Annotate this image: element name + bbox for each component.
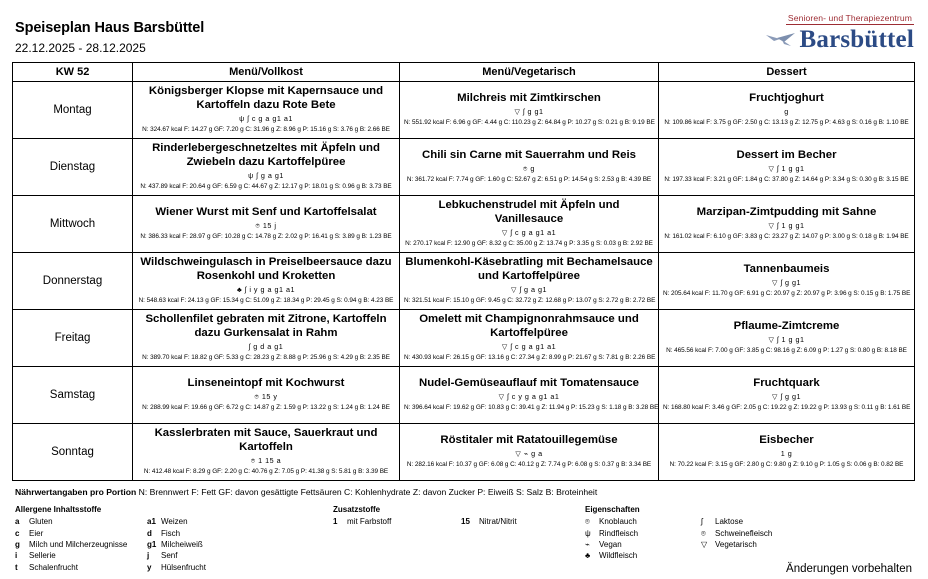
table-row — [13, 367, 915, 424]
meal-name: Rinderlebergeschnetzeltes mit Äpfeln und Zwiebeln dazu Kartoffelpüree — [152, 142, 380, 169]
logo-subtitle: Senioren- und Therapiezentrum — [787, 13, 912, 23]
table-row — [13, 253, 915, 310]
meal-name: Schollenfilet gebraten mit Zitrone, Kartoffeln dazu Gurkensalat in Rahm — [145, 313, 387, 340]
meal-allergen-codes: ⌾ 15 j — [255, 221, 277, 231]
meal-cell-dessert — [659, 367, 915, 424]
meal-cell-vollkost — [133, 196, 400, 253]
meal-allergen-codes: ▽ ʃ c y g a g1 a1 — [498, 392, 560, 402]
legend-columns — [15, 505, 916, 573]
legend-item-label: Vegetarisch — [715, 539, 757, 549]
legend-item — [585, 550, 701, 561]
legend-allergene-col1 — [15, 505, 147, 573]
nutrition-legend-title: Nährwertangaben pro Portion — [15, 487, 137, 497]
meal-nutrition-values: N: 437.89 kcal F: 20.64 g GF: 6.59 g C: 44.67 g Z: 12.17 g P: 18.01 g S: 0.96 g B: 3.73 BE — [140, 182, 392, 190]
eigenschaften-list-1 — [585, 516, 701, 561]
table-row — [13, 82, 915, 139]
meal-allergen-codes: g — [784, 107, 789, 117]
meal-nutrition-values: N: 161.02 kcal F: 6.10 g GF: 3.83 g C: 23.27 g Z: 14.07 g P: 3.00 g S: 0.18 g B: 1.94 BE — [664, 232, 909, 240]
legend-item — [461, 516, 585, 527]
menu-table-body — [13, 82, 915, 481]
meal-nutrition-values: N: 197.33 kcal F: 3.21 g GF: 1.84 g C: 37.80 g Z: 14.64 g P: 3.34 g S: 0.30 g B: 3.15 BE — [664, 175, 909, 183]
meal-name: Pflaume-Zimtcreme — [733, 320, 840, 333]
meal-allergen-codes: ⌾ g — [523, 164, 535, 174]
meal-cell-vollkost — [133, 253, 400, 310]
menu-table — [12, 62, 915, 481]
legend-item-label: Eier — [29, 528, 44, 538]
legend-item — [15, 516, 147, 527]
legend-item-key: t — [15, 562, 18, 572]
meal-allergen-codes: ▽ ⌁ g a — [515, 449, 543, 459]
meal-name: Wiener Wurst mit Senf und Kartoffelsalat — [155, 206, 377, 219]
meal-nutrition-values: N: 168.80 kcal F: 3.46 g GF: 2.05 g C: 19.22 g Z: 19.22 g P: 13.93 g S: 0.11 g B: 1.61 BE — [663, 403, 911, 411]
table-row — [13, 139, 915, 196]
meal-cell-vegetarisch — [400, 424, 659, 481]
meal-name: Omelett mit Champignonrahmsauce und Kartoffelpüree — [419, 313, 639, 340]
column-header-vegetarisch: Menü/Vegetarisch — [400, 63, 659, 82]
legend-item-label: Schalenfrucht — [29, 562, 78, 572]
day-label: Mittwoch — [13, 196, 133, 253]
nutrition-legend — [15, 487, 916, 498]
meal-nutrition-values: N: 321.51 kcal F: 15.10 g GF: 9.45 g C: 32.72 g Z: 12.68 g P: 13.07 g S: 2.72 g B: 2.72 BE — [404, 296, 656, 304]
legend-item-key: g — [15, 539, 20, 549]
legend-item-key: j — [147, 551, 150, 561]
legend-item-key: 1 — [333, 517, 338, 527]
date-range: 22.12.2025 - 28.12.2025 — [15, 41, 146, 55]
legend-item-key: d — [147, 528, 152, 538]
legend-item-key: a — [15, 517, 20, 527]
legend-title-eigenschaften: Eigenschaften — [585, 505, 640, 515]
meal-allergen-codes: ψ ʃ c g a g1 a1 — [239, 114, 293, 124]
day-label: Donnerstag — [13, 253, 133, 310]
legend-item-label: Senf — [161, 551, 178, 561]
meal-allergen-codes: ▽ ʃ g g1 — [514, 107, 544, 117]
logo-wordmark — [764, 27, 915, 52]
allergene-list-1 — [15, 516, 147, 573]
legend-item — [147, 528, 333, 539]
meal-nutrition-values: N: 465.56 kcal F: 7.00 g GF: 3.85 g C: 98.16 g Z: 6.09 g P: 1.27 g S: 0.80 g B: 8.18 BE — [666, 346, 907, 354]
legend-item-key: ⌾ — [585, 517, 590, 527]
meal-name: Marzipan-Zimtpudding mit Sahne — [696, 206, 877, 219]
legend-item — [585, 528, 701, 539]
meal-name: Chili sin Carne mit Sauerrahm und Reis — [422, 149, 636, 162]
meal-name: Linseneintopf mit Kochwurst — [187, 377, 345, 390]
legend-item — [15, 562, 147, 573]
meal-nutrition-values: N: 412.48 kcal F: 8.29 g GF: 2.20 g C: 40.76 g Z: 7.05 g P: 41.38 g S: 5.81 g B: 3.39 BE — [143, 467, 389, 475]
legend-allergene-col2 — [147, 505, 333, 573]
legend-eigenschaften-col1 — [585, 505, 701, 573]
company-logo — [764, 8, 915, 52]
meal-name: Röstitaler mit Ratatouillegemüse — [440, 434, 618, 447]
meal-nutrition-values: N: 282.16 kcal F: 10.37 g GF: 6.08 g C: 40.12 g Z: 7.74 g P: 6.08 g S: 0.37 g B: 3.34 BE — [406, 460, 652, 468]
legend-item-label: Rindfleisch — [599, 528, 639, 538]
page-header — [12, 0, 916, 62]
meal-cell-dessert — [659, 196, 915, 253]
day-label: Dienstag — [13, 139, 133, 196]
legend-item — [147, 516, 333, 527]
meal-name: Fruchtquark — [753, 377, 820, 390]
legend-item-label: Gluten — [29, 517, 53, 527]
legend-item — [585, 516, 701, 527]
meal-allergen-codes: ▽ ʃ g a g1 — [510, 285, 548, 295]
meal-nutrition-values: N: 324.67 kcal F: 14.27 g GF: 7.20 g C: 31.96 g Z: 8.96 g P: 15.16 g S: 3.76 g B: 2.66 BE — [142, 125, 390, 133]
meal-cell-dessert — [659, 82, 915, 139]
meal-name: Eisbecher — [759, 434, 814, 447]
legend-item-label: Schweinefleisch — [715, 528, 773, 538]
meal-allergen-codes: ψ ʃ g a g1 — [248, 171, 284, 181]
day-label: Samstag — [13, 367, 133, 424]
meal-nutrition-values: N: 270.17 kcal F: 12.90 g GF: 8.32 g C: 35.00 g Z: 13.74 g P: 3.35 g S: 0.03 g B: 2.92 BE — [405, 239, 653, 247]
legend-item-key: ʃ — [701, 517, 703, 527]
meal-nutrition-values: N: 288.99 kcal F: 19.66 g GF: 6.72 g C: 14.87 g Z: 1.59 g P: 13.22 g S: 1.24 g B: 1.24 BE — [142, 403, 390, 411]
column-header-vollkost: Menü/Vollkost — [133, 63, 400, 82]
meal-allergen-codes: ▽ ʃ g g1 — [771, 278, 802, 288]
meal-allergen-codes: ⌾ 1 15 a — [250, 456, 282, 466]
meal-cell-dessert — [659, 310, 915, 367]
meal-nutrition-values: N: 548.63 kcal F: 24.13 g GF: 15.34 g C: 51.09 g Z: 18.34 g P: 29.45 g S: 0.94 g B: 4.23 BE — [138, 296, 394, 304]
day-label: Montag — [13, 82, 133, 139]
meal-allergen-codes: ʃ g d a g1 — [248, 342, 284, 352]
meal-cell-dessert — [659, 424, 915, 481]
legend-zusatz-col1 — [333, 505, 461, 573]
meal-cell-vollkost — [133, 424, 400, 481]
zusatzstoffe-list-2 — [461, 516, 585, 527]
legend-item-label: Vegan — [599, 539, 622, 549]
table-row — [13, 310, 915, 367]
meal-cell-vollkost — [133, 367, 400, 424]
legend-item-label: Laktose — [715, 517, 744, 527]
legend-item — [701, 516, 821, 527]
table-header-row — [13, 63, 915, 82]
legend-item — [147, 562, 333, 573]
meal-cell-vollkost — [133, 310, 400, 367]
legend-title-allergene: Allergene Inhaltsstoffe — [15, 505, 102, 515]
eigenschaften-list-2 — [701, 516, 821, 550]
zusatzstoffe-list-1 — [333, 516, 461, 527]
legend-item-key: i — [15, 551, 18, 561]
legend-item — [147, 539, 333, 550]
legend-item-label: Milch und Milcherzeugnisse — [29, 539, 128, 549]
legend-item-label: Nitrat/Nitrit — [479, 517, 517, 527]
legend-item-label: Sellerie — [29, 551, 56, 561]
meal-cell-vegetarisch — [400, 139, 659, 196]
meal-name: Dessert im Becher — [736, 149, 837, 162]
legend-item-label: Fisch — [161, 528, 181, 538]
legend-item-key: ⌁ — [585, 539, 590, 549]
legend-zusatz-col2 — [461, 505, 585, 573]
allergene-list-2 — [147, 516, 333, 573]
meal-cell-dessert — [659, 139, 915, 196]
legend-item-label: Milcheiweiß — [161, 539, 203, 549]
meal-nutrition-values: N: 430.93 kcal F: 26.15 g GF: 13.16 g C: 27.34 g Z: 8.99 g P: 21.67 g S: 7.81 g B: 2.26 BE — [404, 353, 656, 361]
legend-item — [147, 550, 333, 561]
meal-nutrition-values: N: 205.64 kcal F: 11.70 g GF: 6.91 g C: 20.97 g Z: 20.97 g P: 3.96 g S: 0.15 g B: 1.75 BE — [663, 289, 911, 297]
meal-cell-vegetarisch — [400, 82, 659, 139]
meal-nutrition-values: N: 389.70 kcal F: 18.82 g GF: 5.33 g C: 28.23 g Z: 8.88 g P: 25.96 g S: 4.29 g B: 2.35 BE — [142, 353, 390, 361]
meal-allergen-codes: 1 g — [780, 449, 793, 459]
meal-nutrition-values: N: 70.22 kcal F: 3.15 g GF: 2.80 g C: 9.80 g Z: 9.10 g P: 1.05 g S: 0.06 g B: 0.82 BE — [669, 460, 904, 468]
meal-name: Wildschweingulasch in Preiselbeersauce dazu Rosenkohl und Kroketten — [140, 256, 392, 283]
legend-item-key: ψ — [585, 528, 591, 538]
legend-item-label: Weizen — [161, 517, 188, 527]
swallow-bird-icon — [764, 29, 798, 51]
legend-item-key: ♣ — [585, 551, 591, 561]
meal-cell-vegetarisch — [400, 367, 659, 424]
legend-item-label: mit Farbstoff — [347, 517, 392, 527]
meal-nutrition-values: N: 386.33 kcal F: 28.97 g GF: 10.28 g C: 14.78 g Z: 2.02 g P: 16.41 g S: 3.89 g B: 1.23 BE — [140, 232, 392, 240]
meal-cell-dessert — [659, 253, 915, 310]
meal-allergen-codes: ▽ ʃ 1 g g1 — [768, 221, 805, 231]
legend-item-key: a1 — [147, 517, 156, 527]
legend-item-label: Knoblauch — [599, 517, 637, 527]
legend-item-key: c — [15, 528, 20, 538]
legend-item — [15, 550, 147, 561]
legend-item — [701, 528, 821, 539]
legend-item — [701, 539, 821, 550]
meal-cell-vegetarisch — [400, 253, 659, 310]
meal-allergen-codes: ♣ ʃ i y g a g1 a1 — [237, 285, 295, 295]
meal-allergen-codes: ▽ ʃ c g a g1 a1 — [501, 228, 557, 238]
legend-item-label: Wildfleisch — [599, 551, 638, 561]
meal-name: Nudel-Gemüseauflauf mit Tomatensauce — [418, 377, 640, 390]
meal-name: Fruchtjoghurt — [749, 92, 824, 105]
meal-allergen-codes: ▽ ʃ 1 g g1 — [768, 164, 805, 174]
legend-item — [333, 516, 461, 527]
meal-cell-vollkost — [133, 139, 400, 196]
meal-name: Kasslerbraten mit Sauce, Sauerkraut und Kartoffeln — [154, 427, 378, 454]
table-row — [13, 196, 915, 253]
legend-item-key: y — [147, 562, 152, 572]
meal-allergen-codes: ▽ ʃ 1 g g1 — [768, 335, 805, 345]
meal-allergen-codes: ▽ ʃ g g1 — [771, 392, 802, 402]
meal-nutrition-values: N: 396.64 kcal F: 19.62 g GF: 10.83 g C: 39.41 g Z: 11.94 g P: 15.23 g S: 1.18 g B: 3.28 BE — [404, 403, 659, 411]
column-header-week: KW 52 — [13, 63, 133, 82]
legend-item — [15, 528, 147, 539]
legend-item-key: ▽ — [701, 539, 708, 549]
day-label: Freitag — [13, 310, 133, 367]
meal-allergen-codes: ▽ ʃ c g a g1 a1 — [501, 342, 557, 352]
page-title: Speiseplan Haus Barsbüttel — [15, 20, 205, 36]
meal-name: Milchreis mit Zimtkirschen — [457, 92, 601, 105]
meal-name: Tannenbaumeis — [743, 263, 830, 276]
meal-cell-vegetarisch — [400, 196, 659, 253]
meal-cell-vollkost — [133, 82, 400, 139]
meal-name: Lebkuchenstrudel mit Äpfeln und Vanillesauce — [438, 199, 620, 226]
legend-item-key: 15 — [461, 517, 470, 527]
meal-cell-vegetarisch — [400, 310, 659, 367]
legend-item-label: Hülsenfrucht — [161, 562, 206, 572]
meal-nutrition-values: N: 551.92 kcal F: 6.96 g GF: 4.44 g C: 110.23 g Z: 64.84 g P: 10.27 g S: 0.21 g B: 9.19 BE — [404, 118, 655, 126]
legend-item-key: ⌾ — [701, 528, 706, 538]
nutrition-legend-detail: N: Brennwert F: Fett GF: davon gesättigte Fettsäuren C: Kohlenhydrate Z: davon Zucker P: Eiweiß S: Salz B: Broteinheit — [136, 487, 598, 497]
column-header-dessert: Dessert — [659, 63, 915, 82]
page-footer — [12, 487, 916, 573]
day-label: Sonntag — [13, 424, 133, 481]
meal-name: Königsberger Klopse mit Kapernsauce und Kartoffeln dazu Rote Bete — [148, 85, 384, 112]
meal-nutrition-values: N: 361.72 kcal F: 7.74 g GF: 1.60 g C: 52.67 g Z: 6.51 g P: 14.54 g S: 2.53 g B: 4.39 BE — [406, 175, 652, 183]
legend-item — [585, 539, 701, 550]
disclaimer-text: Änderungen vorbehalten — [786, 562, 912, 575]
meal-nutrition-values: N: 109.86 kcal F: 3.75 g GF: 2.50 g C: 13.13 g Z: 12.75 g P: 4.63 g S: 0.16 g B: 1.10 BE — [664, 118, 909, 126]
table-row — [13, 424, 915, 481]
legend-item-key: g1 — [147, 539, 157, 549]
legend-item — [15, 539, 147, 550]
meal-allergen-codes: ⌾ 15 y — [254, 392, 278, 402]
meal-name: Blumenkohl-Käsebratling mit Bechamelsauce und Kartoffelpüree — [405, 256, 653, 283]
legend-title-zusatzstoffe: Zusatzstoffe — [333, 505, 381, 515]
logo-name: Barsbüttel — [799, 26, 914, 53]
